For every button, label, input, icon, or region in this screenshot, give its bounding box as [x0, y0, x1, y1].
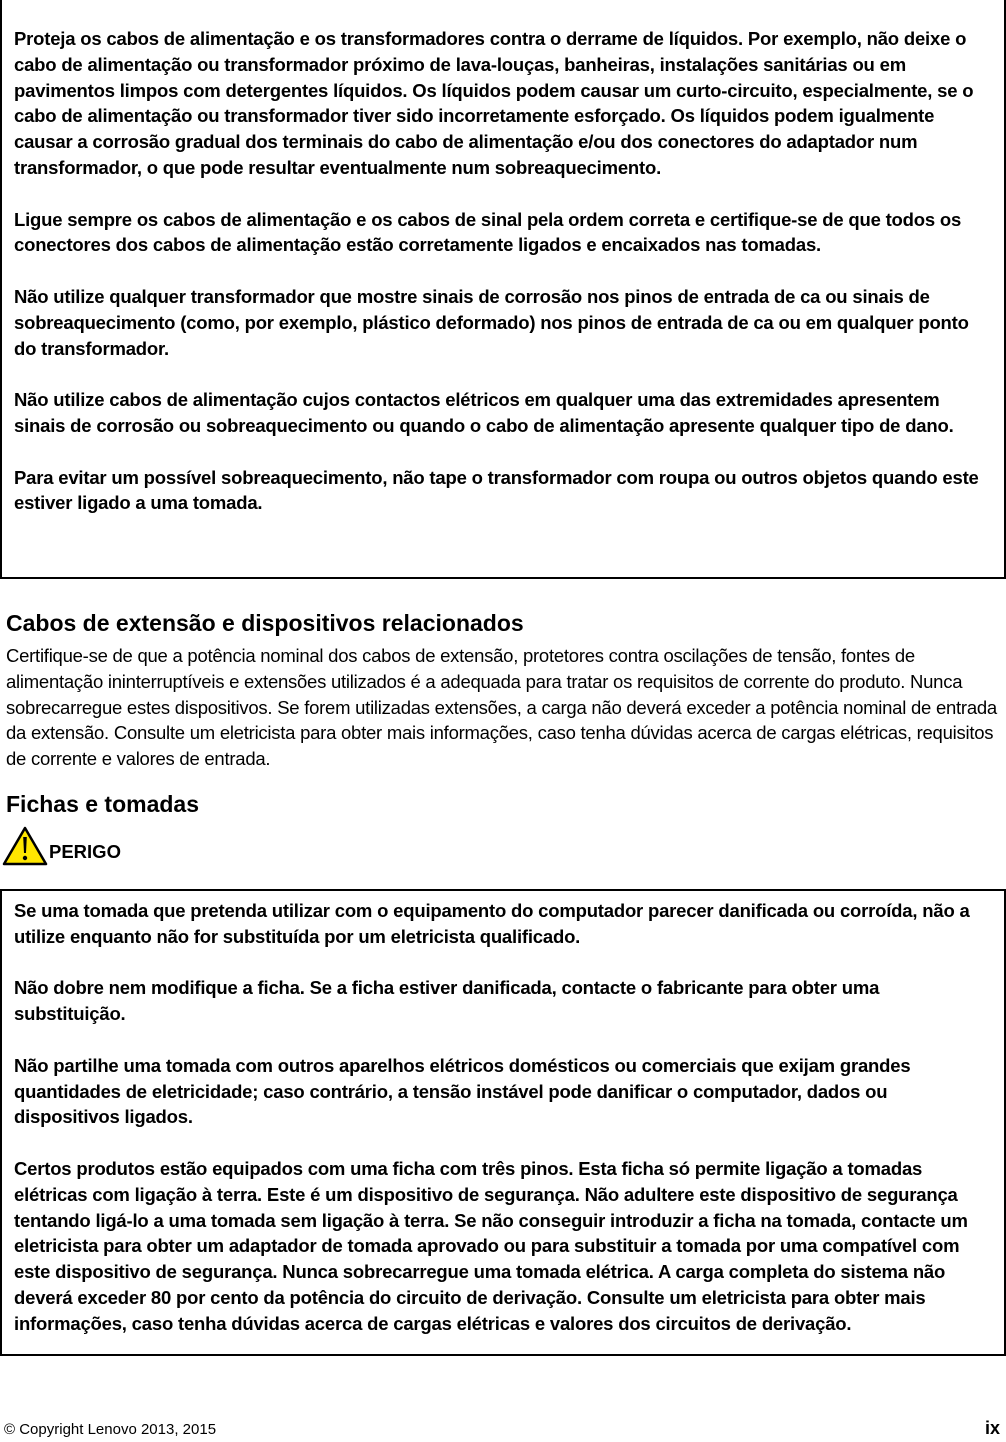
danger-paragraph: Não dobre nem modifique a ficha. Se a ficha estiver danificada, contacte o fabricante para obter uma substituição.	[14, 977, 880, 1025]
section-heading-extension-cables: Cabos de extensão e dispositivos relacionados	[6, 610, 524, 636]
warning-triangle-icon	[2, 826, 48, 866]
page-number: ix	[984, 1418, 1000, 1438]
section-body-extension-cables: Certifique-se de que a potência nominal dos cabos de extensão, protetores contra oscilações de tensão, fontes de alimentação ininterruptíveis e extensões utilizados é a adequada para tratar os requisitos de corrente do produto. Nunca sobrecarregue estes dispositivos. Se forem utilizadas extensões, a carga não deverá exceder a potência nominal de entrada da extensão. Consulte um eletricista para obter mais informações, caso tenha dúvidas acerca de cargas elétricas, requisitos de corrente e valores de entrada.	[6, 645, 997, 770]
danger-box-plugs	[0, 889, 1006, 1356]
danger-paragraph: Não partilhe uma tomada com outros aparelhos elétricos domésticos ou comerciais que exijam grandes quantidades de eletricidade; caso contrário, a tensão instável pode danificar o computador, dados ou dispositivos ligados.	[14, 1054, 911, 1128]
danger-paragraph: Certos produtos estão equipados com uma ficha com três pinos. Esta ficha só permite ligação a tomadas elétricas com ligação à terra. Este é um dispositivo de segurança. Não adultere este dispositivo de segurança tentando ligá-lo a uma tomada sem ligação à terra. Se não conseguir introduzir a ficha na tomada, contacte um eletricista para obter um adaptador de tomada aprovado ou para substituir a tomada por uma compatível com este dispositivo de segurança. Nunca sobrecarregue uma tomada elétrica. A carga completa do sistema não deverá exceder 80 por cento da potência do circuito de derivação. Consulte um eletricista para obter mais informações, caso tenha dúvidas acerca de cargas elétricas e valores dos circuitos de derivação.	[14, 1157, 968, 1334]
warning-paragraph: Não utilize qualquer transformador que mostre sinais de corrosão nos pinos de entrada de ca ou sinais de sobreaquecimento (como, por exemplo, plástico deformado) nos pinos de entrada de ca ou em qualquer ponto do transformador.	[14, 285, 969, 359]
warning-paragraph: Para evitar um possível sobreaquecimento, não tape o transformador com roupa ou outros objetos quando este estiver ligado a uma tomada.	[14, 466, 979, 514]
warning-paragraph: Ligue sempre os cabos de alimentação e os cabos de sinal pela ordem correta e certifique-se de que todos os conectores dos cabos de alimentação estão corretamente ligados e encaixados nas tomadas.	[14, 208, 962, 256]
warning-paragraph: Proteja os cabos de alimentação e os transformadores contra o derrame de líquidos. Por exemplo, não deixe o cabo de alimentação ou transformador próximo de lava-louças, banheiras, instalações sanitárias ou em pavimentos limpos com detergentes líquidos. Os líquidos podem causar um curto-circuito, especialmente, se o cabo de alimentação ou transformador tiver sido incorretamente esforçado. Os líquidos podem igualmente causar a corrosão gradual dos terminais do cabo de alimentação e/ou dos conectores do adaptador num transformador, o que pode resultar eventualmente num sobreaquecimento.	[14, 28, 974, 178]
warning-box-top	[0, 0, 1006, 579]
footer-copyright: © Copyright Lenovo 2013, 2015	[4, 1421, 217, 1438]
warning-paragraph: Não utilize cabos de alimentação cujos contactos elétricos em qualquer uma das extremidades apresentem sinais de corrosão ou sobreaquecimento ou quando o cabo de alimentação apresente qualquer tipo de dano.	[14, 389, 954, 436]
danger-label: PERIGO	[49, 841, 121, 862]
danger-paragraph: Se uma tomada que pretenda utilizar com o equipamento do computador parecer danificada ou corroída, não a utilize enquanto não for substituída por um eletricista qualificado.	[14, 900, 970, 947]
section-heading-plugs: Fichas e tomadas	[6, 791, 200, 817]
danger-notice	[2, 826, 121, 866]
